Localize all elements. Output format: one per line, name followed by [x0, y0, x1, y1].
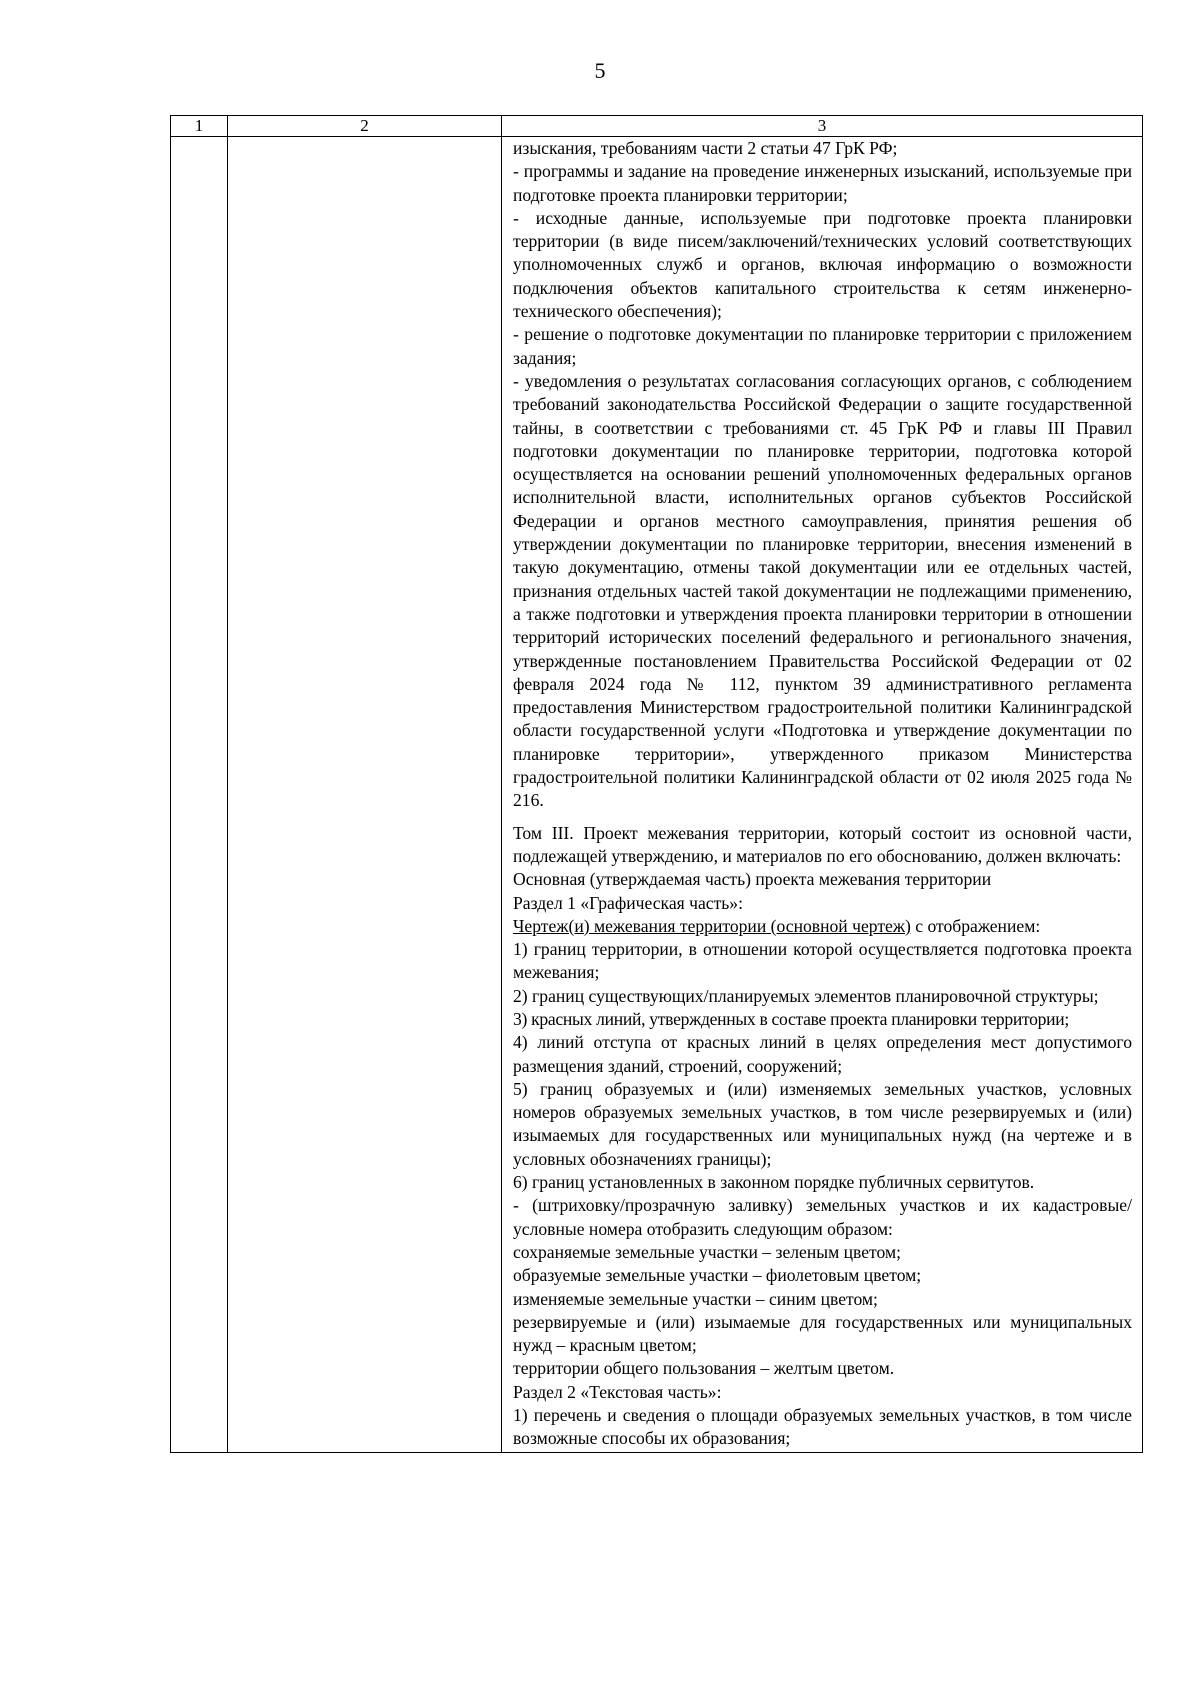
section-1-heading: Раздел 1 «Графическая часть»:: [513, 892, 743, 913]
table-row: [171, 137, 1143, 1453]
list-item: 5) границ образуемых и (или) изменяемых земельных участков, условных номеров образуемых земельных участков, в том числе резервируемых и (или) изымаемых для государственных или муниципальных нужд (на чертеже и в условных обозначениях границы);: [513, 1078, 1132, 1169]
paragraph: - исходные данные, используемые при подготовке проекта планировки территории (в виде писем/заключений/технических условий соответствующих уполномоченных служб и органов, включая информацию о возможности подключения объектов капитального строительства к сетям инженерно-технического обеспечения);: [513, 207, 1132, 322]
drawing-suffix: с отображением:: [910, 915, 1041, 936]
table-header-row: [171, 116, 1143, 137]
page-number: 5: [594, 58, 606, 83]
paragraph: изыскания, требованиям части 2 статьи 47 ГрК РФ;: [513, 138, 898, 158]
list-item: 4) линий отступа от красных линий в целях определения мест допустимого размещения зданий, строений, сооружений;: [513, 1032, 1132, 1076]
volume-iii-block: [513, 822, 1132, 1451]
list-item: образуемые земельные участки – фиолетовым цветом;: [513, 1265, 922, 1286]
paragraph: - решение о подготовке документации по планировке территории с приложением задания;: [513, 324, 1132, 368]
source-data-block: [513, 137, 1132, 813]
drawing-line: [513, 915, 1132, 938]
requirements-table: [170, 115, 1143, 1453]
cell-column-1: [171, 137, 228, 1453]
list-item: резервируемые и (или) изымаемые для государственных или муниципальных нужд – красным цветом;: [513, 1311, 1132, 1356]
column-header-1: 1: [171, 116, 228, 137]
paragraph: - уведомления о результатах согласования согласующих органов, с соблюдением требований законодательства Российской Федерации о защите государственной тайны, в соответствии с требованиями ст. 45 ГрК РФ и главы III Правил подготовки документации по планировке территории, подготовка которой осуществляется на основании решений уполномоченных федеральных органов исполнительной власти, исполнительных органов субъектов Российской Федерации и органов местного самоуправления, принятия решения об утверждении документации по планировке территории, внесения изменений в такую документацию, отмены такой документации или ее отдельных частей, признания отдельных частей такой документации не подлежащими применению, а также подготовки и утверждения проекта планировки территории в отношении территорий исторических поселений федерального и регионального значения, утвержденные постановлением Правительства Российской Федерации от 02 февраля 2024 года № 112, пунктом 39 административного регламента предоставления Министерством градостроительной политики Калининградской области государственной услуги «Подготовка и утверждение документации по планировке территории», утвержденного приказом Министерства градостроительной политики Калининградской области от 02 июля 2025 года № 216.: [513, 370, 1132, 811]
list-item: изменяемые земельные участки – синим цветом;: [513, 1288, 878, 1309]
list-item: территории общего пользования – желтым цветом.: [513, 1358, 895, 1379]
list-item: 1) перечень и сведения о площади образуемых земельных участков, в том числе возможные способы их образования;: [513, 1405, 1132, 1449]
column-header-3: 3: [502, 116, 1143, 137]
list-item: сохраняемые земельные участки – зеленым цветом;: [513, 1241, 901, 1262]
list-item: 3) красных линий, утвержденных в составе проекта планировки территории;: [513, 1008, 1069, 1029]
section-2-heading: Раздел 2 «Текстовая часть»:: [513, 1381, 722, 1402]
list-item: 2) границ существующих/планируемых элементов планировочной структуры;: [513, 985, 1099, 1006]
list-item: - (штриховку/прозрачную заливку) земельных участков и их кадастровые/условные номера отобразить следующим образом:: [513, 1195, 1132, 1239]
cell-column-2: [228, 137, 502, 1453]
cell-column-3: [502, 137, 1143, 1453]
paragraph: - программы и задание на проведение инженерных изысканий, используемые при подготовке проекта планировки территории;: [513, 161, 1132, 205]
column-header-2: 2: [228, 116, 502, 137]
list-item: 1) границ территории, в отношении которой осуществляется подготовка проекта межевания;: [513, 939, 1132, 983]
volume-iii-intro: Том III. Проект межевания территории, который состоит из основной части, подлежащей утверждению, и материалов по его обоснованию, должен включать:: [513, 822, 1132, 866]
main-part-heading: Основная (утверждаемая часть) проекта межевания территории: [513, 869, 992, 890]
drawing-title: Чертеж(и) межевания территории (основной чертеж): [513, 915, 911, 936]
list-item: 6) границ установленных в законном порядке публичных сервитутов.: [513, 1172, 1035, 1193]
